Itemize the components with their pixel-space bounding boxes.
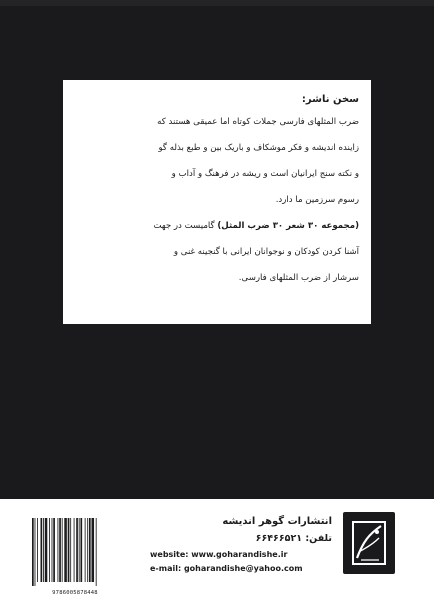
barcode-bar xyxy=(32,518,34,586)
publisher-phone: تلفن: ۶۶۴۶۶۵۲۱ xyxy=(255,533,332,544)
publisher-logo xyxy=(343,512,395,574)
barcode-bar xyxy=(87,518,88,582)
barcode-bar xyxy=(96,518,97,586)
publisher-website: website: www.goharandishe.ir xyxy=(150,550,288,559)
publisher-email: e-mail: goharandishe@yahoo.com xyxy=(150,564,303,573)
note-line-2: زاینده اندیشه و فکر موشکاف و باریک بین و طبع بذله گو xyxy=(158,143,359,153)
note-line-3: و نکته سنج ایرانیان است و ریشه در فرهنگ و آداب و xyxy=(171,169,359,179)
barcode-bar xyxy=(80,518,82,582)
barcode-bar xyxy=(70,518,71,582)
barcode-bar xyxy=(79,518,80,582)
publisher-note-title: سخن ناشر: xyxy=(301,94,359,105)
barcode-bar xyxy=(68,518,70,582)
barcode-bar xyxy=(76,518,78,582)
barcode-bar xyxy=(35,518,36,586)
barcode-bar xyxy=(43,518,44,582)
barcode-bar xyxy=(52,518,53,582)
isbn-barcode-number: 9786005878448 xyxy=(52,590,98,596)
publisher-logo-mark-icon xyxy=(343,512,395,574)
publisher-contact-block xyxy=(150,516,332,578)
barcode-bar xyxy=(89,518,91,582)
barcode-bar xyxy=(64,518,67,582)
barcode-bar xyxy=(85,518,86,582)
note-line-4: رسوم سرزمین ما دارد. xyxy=(275,195,359,205)
note-line-5-text: گامیست در جهت xyxy=(153,221,215,231)
barcode-bar xyxy=(37,518,38,582)
barcode-bar xyxy=(53,518,55,582)
publisher-name: انتشارات گوهر اندیشه xyxy=(222,516,332,527)
note-line-1: ضرب المثلهای فارسی جملات کوتاه اما عمیقی هستند که xyxy=(157,117,359,127)
barcode-bar xyxy=(49,518,50,582)
barcode-bar xyxy=(92,518,95,582)
barcode-bar xyxy=(58,518,59,582)
footer-top-rule xyxy=(0,497,434,499)
note-line-5 xyxy=(73,221,359,231)
note-line-6: آشنا کردن کودکان و نوجوانان ایرانی با گنجینه غنی و xyxy=(173,247,359,257)
barcode-bars xyxy=(30,518,120,588)
publisher-note-panel xyxy=(63,80,371,324)
barcode-bar xyxy=(59,518,61,582)
cover-top-edge xyxy=(0,0,434,6)
isbn-barcode xyxy=(30,518,120,584)
barcode-bar xyxy=(74,518,75,582)
barcode-bar xyxy=(45,518,48,582)
series-title-bold: (مجموعه ۳۰ شعر ۳۰ ضرب المثل) xyxy=(217,221,359,231)
barcode-bar xyxy=(41,518,43,582)
note-line-7: سرشار از ضرب المثلهای فارسی. xyxy=(238,273,359,283)
barcode-bar xyxy=(62,518,63,582)
